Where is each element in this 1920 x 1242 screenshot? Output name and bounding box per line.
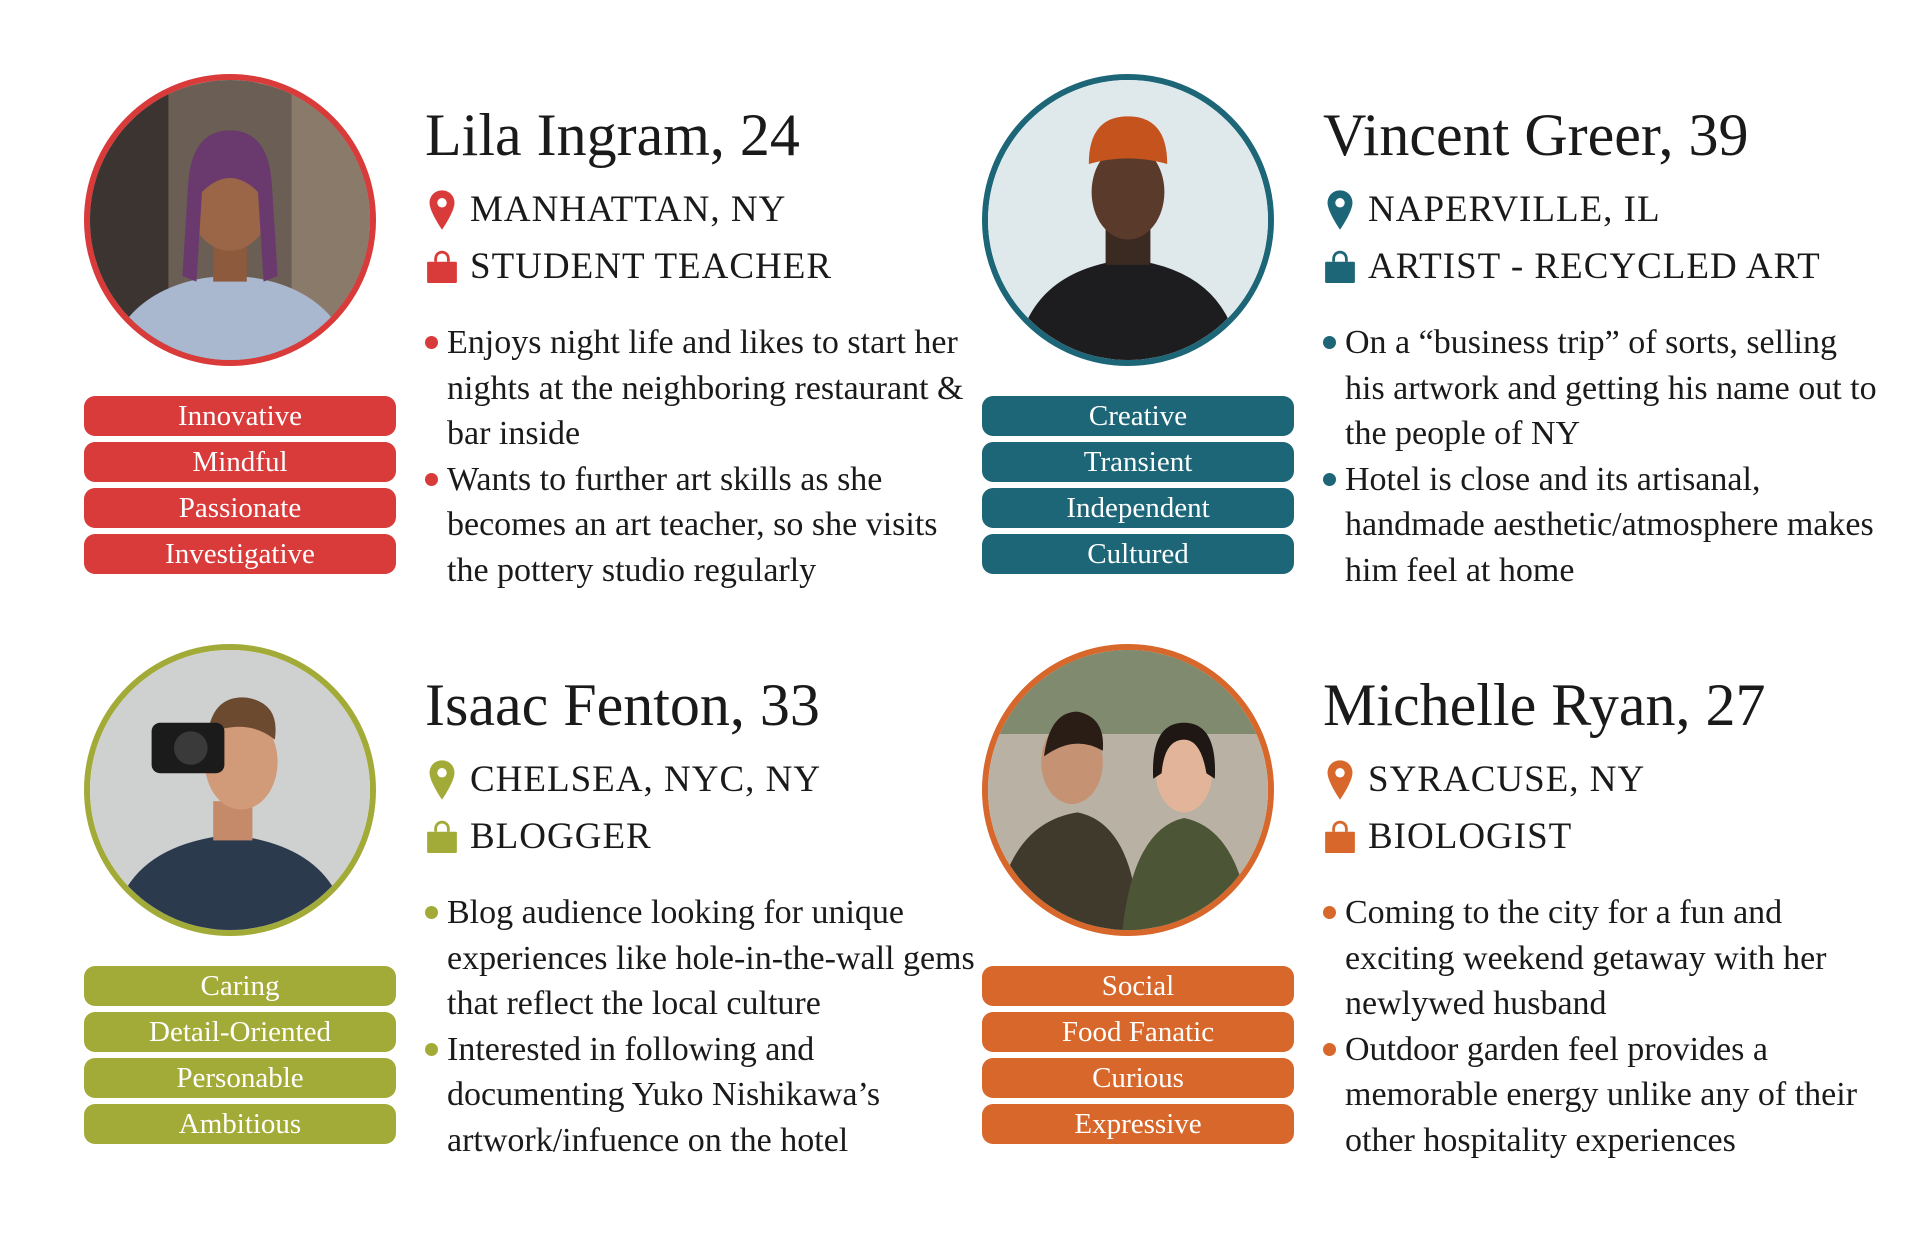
bullet-item: Wants to further art skills as she becomes an art teacher, so she visits the pottery studio regularly <box>425 457 985 594</box>
persona-bullets <box>425 320 985 593</box>
persona-card-vincent <box>978 70 1877 590</box>
persona-photo <box>84 644 376 936</box>
persona-name: Michelle Ryan, 27 <box>1323 672 1766 738</box>
trait-tag: Mindful <box>84 442 396 482</box>
persona-card-michelle <box>978 640 1858 1160</box>
location-text: NAPERVILLE, IL <box>1368 189 1661 230</box>
map-pin-icon <box>1323 759 1357 801</box>
location-text: CHELSEA, NYC, NY <box>470 759 822 800</box>
trait-tag: Personable <box>84 1058 396 1098</box>
persona-name: Isaac Fenton, 33 <box>425 672 820 738</box>
trait-tag: Expressive <box>982 1104 1294 1144</box>
trait-tag: Independent <box>982 488 1294 528</box>
bullet-item: Blog audience looking for unique experiences like hole-in-the-wall gems that reflect the local culture <box>425 890 985 1027</box>
trait-tag: Food Fanatic <box>982 1012 1294 1052</box>
bullet-item: Enjoys night life and likes to start her nights at the neighboring restaurant & bar inside <box>425 320 985 457</box>
occupation-row <box>1323 242 1883 292</box>
persona-card-lila <box>80 70 964 590</box>
occupation-row <box>425 812 985 862</box>
bullet-item: Coming to the city for a fun and exciting weekend getaway with her newlywed husband <box>1323 890 1883 1027</box>
trait-tag: Ambitious <box>84 1104 396 1144</box>
persona-card-isaac <box>80 640 975 1160</box>
bullet-item: On a “business trip” of sorts, selling his artwork and getting his name out to the people of NY <box>1323 320 1883 457</box>
trait-list <box>84 396 396 580</box>
location-row <box>425 185 985 235</box>
trait-tag: Detail-Oriented <box>84 1012 396 1052</box>
trait-list <box>84 966 396 1150</box>
occupation-text: BLOGGER <box>470 816 652 857</box>
location-row <box>1323 185 1883 235</box>
trait-list <box>982 396 1294 580</box>
persona-photo <box>84 74 376 366</box>
trait-tag: Curious <box>982 1058 1294 1098</box>
trait-tag: Innovative <box>84 396 396 436</box>
persona-bullets <box>425 890 985 1163</box>
persona-photo <box>982 74 1274 366</box>
trait-tag: Investigative <box>84 534 396 574</box>
persona-photo <box>982 644 1274 936</box>
map-pin-icon <box>425 189 459 231</box>
shopping-bag-icon <box>1323 816 1357 858</box>
trait-tag: Creative <box>982 396 1294 436</box>
shopping-bag-icon <box>425 246 459 288</box>
map-pin-icon <box>425 759 459 801</box>
occupation-text: BIOLOGIST <box>1368 816 1573 857</box>
occupation-text: STUDENT TEACHER <box>470 246 833 287</box>
trait-tag: Social <box>982 966 1294 1006</box>
shopping-bag-icon <box>425 816 459 858</box>
map-pin-icon <box>1323 189 1357 231</box>
persona-name: Lila Ingram, 24 <box>425 102 800 168</box>
location-text: MANHATTAN, NY <box>470 189 787 230</box>
bullet-item: Outdoor garden feel provides a memorable energy unlike any of their other hospitality experiences <box>1323 1027 1883 1164</box>
bullet-item: Interested in following and documenting Yuko Nishikawa’s artwork/infuence on the hotel <box>425 1027 985 1164</box>
trait-tag: Cultured <box>982 534 1294 574</box>
bullet-item: Hotel is close and its artisanal, handmade aesthetic/atmosphere makes him feel at home <box>1323 457 1883 594</box>
occupation-row <box>1323 812 1883 862</box>
occupation-row <box>425 242 985 292</box>
occupation-text: ARTIST - RECYCLED ART <box>1368 246 1821 287</box>
persona-bullets <box>1323 890 1883 1163</box>
persona-name: Vincent Greer, 39 <box>1323 102 1749 168</box>
location-row <box>1323 755 1883 805</box>
location-row <box>425 755 985 805</box>
trait-tag: Transient <box>982 442 1294 482</box>
trait-list <box>982 966 1294 1150</box>
trait-tag: Passionate <box>84 488 396 528</box>
trait-tag: Caring <box>84 966 396 1006</box>
location-text: SYRACUSE, NY <box>1368 759 1646 800</box>
persona-bullets <box>1323 320 1883 593</box>
shopping-bag-icon <box>1323 246 1357 288</box>
